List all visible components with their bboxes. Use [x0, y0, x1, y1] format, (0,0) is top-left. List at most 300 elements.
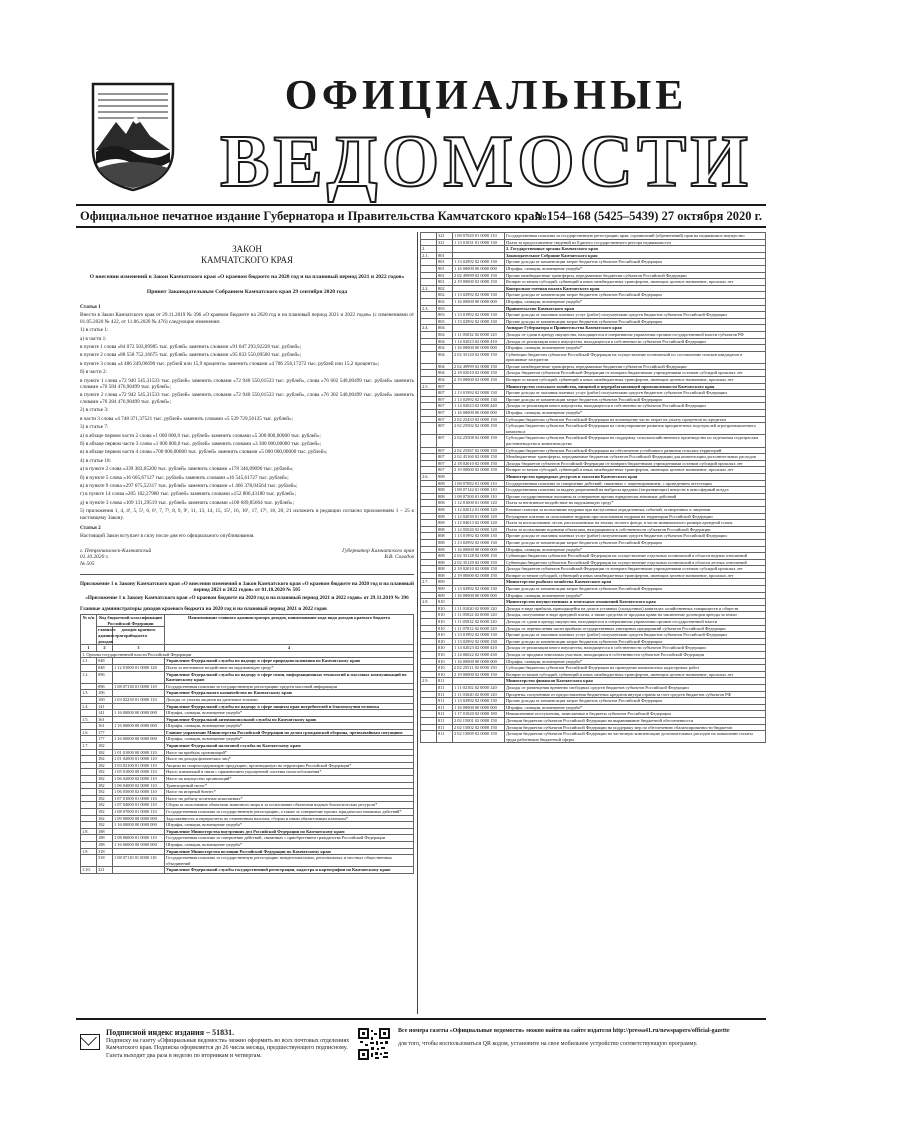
row-name: Управление Федеральной налоговой службы по Камчатскому краю: [165, 743, 414, 750]
table-row: [81, 795, 414, 802]
income-code: [453, 325, 505, 332]
law-date: 01.10.2020 г.: [80, 554, 109, 561]
row-name: Законодательное Собрание Камчатского края: [505, 252, 766, 259]
appendix-table-title: Главные администраторы доходов краевого бюджета на 2020 год и на плановый период 2021 и 2022 годов: [80, 605, 327, 612]
row-number: [81, 710, 97, 717]
row-name: Субсидии бюджетам субъектов Российской Федерации на проведение комплексных кадастровых работ: [505, 665, 766, 672]
table-row: [421, 312, 766, 319]
row-name: Проценты, полученные от предоставления бюджетных кредитов внутри страны за счет средств бюджетов субъектов РФ: [505, 691, 766, 698]
income-code: [453, 246, 505, 253]
income-code: 2 18 02010 02 0000 150: [453, 566, 505, 573]
table-row: [421, 370, 766, 377]
table-row: [81, 828, 414, 835]
table-row: [81, 835, 414, 842]
row-number: 2.7.: [421, 579, 437, 586]
table-row: [421, 246, 766, 253]
income-code: 1 16 00000 00 0000 000: [113, 822, 165, 829]
table-row: [421, 625, 766, 632]
row-number: [421, 520, 437, 527]
row-name: Субсидии бюджетам субъектов Российской Федерации на поддержку сельскохозяйственного производства по отдельным подотраслям растениеводства и животноводства: [505, 435, 766, 447]
income-code: 1 13 01992 02 0000 130: [453, 312, 505, 319]
appendix-line-2: «Приложение 1 к Закону Камчатского края «О краевом бюджете на 2020 год и на плановый период 2021 и 2022 годов» от 29.11.2019 № 396: [85, 595, 409, 602]
table-row: [81, 671, 414, 683]
admin-code: 808: [437, 553, 453, 560]
row-name: Плата за использование лесов, расположенных на землях лесного фонда, в части минимального размера арендной платы: [505, 520, 766, 527]
row-number: [421, 454, 437, 461]
article-1-title: Статья 1: [80, 304, 101, 310]
row-name: Регулярные платежи за пользование недрами при пользовании недрами на территории Российской Федерации: [505, 513, 766, 520]
admin-code: 808: [437, 473, 453, 480]
table-row: [421, 539, 766, 546]
row-name: Возврат остатков субсидий, субвенций и иных межбюджетных трансфертов, имеющих целевое назначение, прошлых лет: [505, 572, 766, 579]
row-number: 1.9.: [81, 848, 97, 855]
law-item: в пункте 2 слова «88 558 752,16675 тыс. рублей» заменить словами «95 833 550,09500 тыс. рублей»;: [80, 352, 302, 359]
row-number: [421, 331, 437, 338]
row-name: Прочие доходы от компенсации затрат бюджетов субъектов Российской Федерации: [505, 292, 766, 299]
row-number: [421, 572, 437, 579]
admin-code: 811: [437, 678, 453, 685]
website-info: [398, 1028, 748, 1049]
law-item: 1) в статье 1:: [80, 327, 109, 334]
income-code: 2 02 25508 02 0000 150: [453, 435, 505, 447]
admin-code: 811: [437, 691, 453, 698]
table-row: [421, 684, 766, 691]
row-number: [421, 671, 437, 678]
section-divider: [80, 574, 414, 575]
table-row: [421, 416, 766, 423]
income-code: 1 13 02992 02 0000 130: [453, 259, 505, 266]
row-number: [81, 756, 97, 763]
admin-code: 808: [437, 500, 453, 507]
row-number: 1.10.: [81, 867, 97, 874]
income-code: [113, 716, 165, 723]
table-row: [421, 526, 766, 533]
admin-code: 321: [437, 233, 453, 240]
row-name: Министерство сельского хозяйства, пищевой и перерабатывающей промышленности Камчатского края: [505, 383, 766, 390]
admin-code: 801: [437, 272, 453, 279]
row-number: [421, 500, 437, 507]
row-number: [421, 338, 437, 345]
admin-code: 807: [437, 423, 453, 435]
table-row: [81, 782, 414, 789]
row-name: Возврат остатков субсидий, субвенций и иных межбюджетных трансфертов, имеющих целевое назначение, прошлых лет: [505, 377, 766, 384]
admin-code: 048: [97, 664, 113, 671]
admin-code: 808: [437, 566, 453, 573]
admin-code: 804: [437, 331, 453, 338]
table-row: [421, 396, 766, 403]
row-name: Дотации бюджетам субъектов Российской Федерации на поддержку мер по обеспечению сбалансированности бюджетов: [505, 724, 766, 731]
admin-code: 801: [437, 252, 453, 259]
admin-code: 141: [97, 710, 113, 717]
row-name: Штрафы, санкции, возмещение ущерба*: [505, 546, 766, 553]
table-row: [421, 711, 766, 718]
table-row: [81, 756, 414, 763]
row-number: [421, 493, 437, 500]
income-code: 2 02 15009 02 0000 150: [453, 731, 505, 743]
row-name: Управление Федеральной службы по надзору в сфере защиты прав потребителей и благополучия человека: [165, 703, 414, 710]
table-row: [421, 493, 766, 500]
table-row: [421, 731, 766, 743]
income-code: 1 13 02992 02 0000 130: [453, 318, 505, 325]
table-row: [81, 776, 414, 783]
table-row: [81, 716, 414, 723]
law-item: в) в пункте 9 слова «297 675,52317 тыс. рублей» заменить словами «1 466 378,04564 тыс. рублей»;: [80, 482, 298, 489]
row-name: Возврат остатков субсидий, субвенций и иных межбюджетных трансфертов, имеющих целевое назначение, прошлых лет: [505, 671, 766, 678]
row-number: [421, 652, 437, 659]
income-code: 2 02 35120 02 0000 150: [453, 351, 505, 363]
table-row: [421, 658, 766, 665]
law-item: 2) в статье 3:: [80, 407, 109, 414]
row-number: [421, 526, 437, 533]
row-name: Доходы от реализации иного имущества, находящегося в собственности субъектов Российской Федерации: [505, 338, 766, 345]
row-number: [421, 447, 437, 454]
table-row: [421, 586, 766, 593]
admin-code: 809: [437, 586, 453, 593]
income-code: 1 11 02102 02 0000 120: [453, 684, 505, 691]
row-number: [81, 815, 97, 822]
row-number: [421, 259, 437, 266]
admin-code: 808: [437, 526, 453, 533]
row-name: Налог на прибыль организаций*: [165, 749, 414, 756]
row-number: [421, 704, 437, 711]
table-row: [421, 717, 766, 724]
row-number: [421, 539, 437, 546]
income-code: [113, 743, 165, 750]
table-row: [421, 592, 766, 599]
row-name: Штрафы, санкции, возмещение ущерба*: [165, 723, 414, 730]
row-number: 1.4.: [81, 703, 97, 710]
row-number: [81, 749, 97, 756]
table-row: [81, 762, 414, 769]
col-no-header: № п/п: [81, 615, 97, 645]
income-code: 1 08 07142 01 0000 110: [453, 487, 505, 494]
row-name: Министерство природных ресурсов и экологии Камчатского края: [505, 473, 766, 480]
law-item: в пункте 3 слова «4 486 249,06690 тыс. рублей или 15,9 процента» заменить словами «4 786 256,17272 тыс. рублей или 15,2 процента»;: [80, 360, 380, 367]
table-row: [421, 671, 766, 678]
admin-code: 048: [97, 658, 113, 665]
col-name-header: Наименование главного администратора доходов, наименование кода вида доходов краевого бюджета: [165, 615, 414, 645]
income-code: [453, 252, 505, 259]
income-code: 1 16 00000 00 0000 000: [453, 410, 505, 417]
income-code: 1 03 02100 01 0000 110: [113, 762, 165, 769]
admin-code: 810: [437, 665, 453, 672]
table-row: [421, 345, 766, 352]
row-name: 2. Государственные органы Камчатского края: [505, 246, 766, 253]
qr-code-icon[interactable]: [358, 1028, 390, 1060]
admin-code: 808: [437, 533, 453, 540]
table-row: [421, 252, 766, 259]
row-number: 1.3.: [81, 690, 97, 697]
law-adopted: Принят Законодательным Собранием Камчатского края 29 сентября 2020 года: [146, 289, 348, 295]
table-row: [421, 704, 766, 711]
table-row: [81, 841, 414, 848]
income-code: 1 01 02000 01 0000 110: [113, 756, 165, 763]
income-code: 1 09 00000 00 0000 000: [113, 815, 165, 822]
admin-code: 802: [437, 292, 453, 299]
admin-code: 809: [437, 592, 453, 599]
admin-code: [437, 246, 453, 253]
row-number: [421, 731, 437, 743]
row-name: Доходы бюджетов субъектов Российской Федерации от возврата бюджетными учреждениями остатков субсидий прошлых лет: [505, 460, 766, 467]
col-code-group-header: Код бюджетной классификации Российской Федерации: [97, 615, 165, 627]
table-row: [421, 605, 766, 612]
row-number: [421, 619, 437, 626]
column-rule: [417, 232, 418, 1014]
subscription-text: Подписку на газету «Официальные ведомости» можно оформить во всех почтовых отделениях Камчатского края. Подписка оформляется до 26 числа месяца, предшествующего подписному.: [106, 1038, 350, 1052]
income-code: 1 16 00000 00 0000 000: [113, 710, 165, 717]
table-row: [81, 848, 414, 855]
income-code: 1 11 05032 02 0000 120: [453, 331, 505, 338]
admin-code: 810: [437, 671, 453, 678]
row-number: [421, 423, 437, 435]
row-name: Управление Федерального казначейства по Камчатскому краю: [165, 690, 414, 697]
income-code: 1 08 07110 01 0000 110: [113, 855, 165, 867]
table-row: [421, 435, 766, 447]
table-row: [81, 769, 414, 776]
income-code: [453, 579, 505, 586]
row-number: [421, 435, 437, 447]
row-number: [421, 553, 437, 560]
row-name: Доходы от продажи земельных участков, находящихся в собственности субъектов Российской Федерации: [505, 652, 766, 659]
table-row: [81, 723, 414, 730]
row-name: Налог на имущество организаций*: [165, 776, 414, 783]
row-number: [421, 377, 437, 384]
row-name: Министерство имущественных и земельных отношений Камчатского края: [505, 599, 766, 606]
admin-code: 811: [437, 724, 453, 731]
row-name: Прочие доходы от компенсации затрат бюджетов субъектов Российской Федерации: [505, 396, 766, 403]
income-code: 1 08 07130 01 0000 110: [113, 683, 165, 690]
row-name: Субсидии бюджетам субъектов Российской Федерации на обеспечение устойчивого развития сельских территорий: [505, 447, 766, 454]
table-row: [421, 403, 766, 410]
row-name: Аппарат Губернатора и Правительства Камчатского края: [505, 325, 766, 332]
admin-code: 803: [437, 312, 453, 319]
row-name: Дотации бюджетам субъектов Российской Федерации на частичную компенсацию дополнительных расходов на повышение оплаты труда работников бюджетной сферы: [505, 731, 766, 743]
income-code: 1 12 02012 01 0000 120: [453, 506, 505, 513]
kamchatka-coat-of-arms-icon: [88, 80, 178, 192]
table-row: [421, 487, 766, 494]
admin-code: 182: [97, 822, 113, 829]
admin-code: 807: [437, 396, 453, 403]
row-name: Штрафы, санкции, возмещение ущерба*: [505, 345, 766, 352]
table-row: [421, 698, 766, 705]
admin-code: 808: [437, 546, 453, 553]
income-code: 1 06 02000 02 0000 110: [113, 776, 165, 783]
row-name: Прочие доходы от компенсации затрат бюджетов субъектов Российской Федерации: [505, 539, 766, 546]
admin-code: 161: [97, 723, 113, 730]
income-code: [113, 848, 165, 855]
table-row: [81, 683, 414, 690]
table-row: [421, 325, 766, 332]
admin-code: 811: [437, 731, 453, 743]
table-row: [421, 239, 766, 246]
row-number: 2.1.: [421, 252, 437, 259]
row-number: [81, 776, 97, 783]
row-number: [421, 717, 437, 724]
law-item: в пункте 1 слова «84 072 503,09985 тыс. рублей» заменить словами «91 047 293,92228 тыс. рублей»;: [80, 344, 302, 351]
law-item: в части 3 слова «4 748 371,37521 тыс. рублей» заменить словами «5 539 729,56125 тыс. рублей»;: [80, 415, 294, 422]
admin-code: 804: [437, 351, 453, 363]
law-item: 5) приложения 1, 4, 4¹, 5, 5¹, 6, 6¹, 7, 7¹, 8, 9, 9¹, 11, 13, 14, 15, 15¹, 16, 16¹, 17, 17¹, 18, 20, 21 изложить в редакции согласно приложениям 1 – 25 к настоящему Закону.: [80, 508, 414, 521]
col-num: 1: [81, 645, 97, 652]
article-2-text: Настоящий Закон вступает в силу после дня его официального опубликования.: [80, 533, 255, 540]
income-code: [453, 473, 505, 480]
law-item: б) в части 2:: [80, 369, 107, 376]
publication-subtitle: Официальное печатное издание Губернатора и Правительства Камчатского края: [80, 209, 542, 223]
table-row: [421, 520, 766, 527]
row-name: Плата за негативное воздействие на окружающую среду*: [505, 500, 766, 507]
table-row: [421, 638, 766, 645]
row-number: [421, 318, 437, 325]
row-name: Прочие государственные пошлины за совершение прочих юридически значимых действий: [505, 493, 766, 500]
admin-code: 804: [437, 363, 453, 370]
row-number: [421, 396, 437, 403]
row-number: 2.4.: [421, 325, 437, 332]
masthead-title-top: ОФИЦИАЛЬНЫЕ: [284, 73, 688, 119]
admin-code: 321: [437, 239, 453, 246]
row-number: [421, 592, 437, 599]
row-number: [81, 809, 97, 816]
row-name: Налог на доходы физических лиц*: [165, 756, 414, 763]
income-code: 2 18 02010 02 0000 150: [453, 370, 505, 377]
col-num: 3: [113, 645, 165, 652]
table-row: [421, 619, 766, 626]
admin-code: 810: [437, 619, 453, 626]
income-code: [453, 383, 505, 390]
row-number: [421, 625, 437, 632]
table-row: [421, 390, 766, 397]
admin-code: 808: [437, 506, 453, 513]
admin-code: 809: [437, 579, 453, 586]
admin-code: 141: [97, 703, 113, 710]
admin-code: 802: [437, 298, 453, 305]
table-row: [421, 553, 766, 560]
law-item: б) в абзаце первом части 3 слова «1 000 000,0 тыс. рублей» заменить словами «3 300 000,00000 тыс. рублей»;: [80, 440, 322, 447]
admin-code: 811: [437, 711, 453, 718]
article-2-title: Статья 2: [80, 524, 101, 531]
table-row: [81, 703, 414, 710]
admin-code: 804: [437, 370, 453, 377]
admin-code: 182: [97, 809, 113, 816]
row-name: Доходы от уплаты акцизов на дизельное топливо: [165, 696, 414, 703]
row-number: [421, 487, 437, 494]
admin-code: 177: [97, 736, 113, 743]
admin-code: 807: [437, 460, 453, 467]
law-number: № 505: [80, 560, 95, 567]
row-number: [421, 533, 437, 540]
row-name: Доходы от реализации иного имущества, находящегося в собственности субъектов Российской Федерации: [505, 645, 766, 652]
table-row: [81, 815, 414, 822]
signer-name: В.В. Солодов: [384, 554, 414, 561]
table-row: [421, 572, 766, 579]
table-row: [421, 292, 766, 299]
left-table-body: [81, 658, 414, 874]
law-item: а) в пункте 2 слова «339 383,65200 тыс. рублей» заменить словами «178 346,89096 тыс. рублей»;: [80, 466, 294, 473]
admin-code: 106: [97, 690, 113, 697]
income-code: 1 16 00000 00 0000 000: [113, 841, 165, 848]
admin-code: 807: [437, 435, 453, 447]
admin-code: 808: [437, 520, 453, 527]
admin-code: 096: [97, 671, 113, 683]
admin-code: 318: [97, 855, 113, 867]
admin-code: 804: [437, 377, 453, 384]
row-number: 2.6.: [421, 473, 437, 480]
row-number: [421, 239, 437, 246]
table-row: [81, 802, 414, 809]
admin-code: 801: [437, 259, 453, 266]
admin-code: 810: [437, 658, 453, 665]
income-code: 1 07 01000 01 0000 110: [113, 795, 165, 802]
admin-code: 811: [437, 717, 453, 724]
income-code: [113, 671, 165, 683]
table-row: [81, 867, 414, 874]
subscription-info: [106, 1028, 376, 1060]
row-number: [81, 795, 97, 802]
row-name: Транспортный налог*: [165, 782, 414, 789]
row-number: [81, 789, 97, 796]
admin-code: 810: [437, 612, 453, 619]
row-number: 1.2.: [81, 671, 97, 683]
row-name: Невыясненные поступления, зачисляемые в бюджеты субъектов Российской Федерации: [505, 711, 766, 718]
article-1-text: Внести в Закон Камчатского края от 29.11.2019 № 396 «О краевом бюджете на 2020 год и на плановый период 2021 и 2022 годов» (с изменениями от 01.05.2020 № 422, от 11.06.2020 № 476) следующие изменения:: [80, 312, 414, 325]
admin-code: 807: [437, 390, 453, 397]
admin-code: 808: [437, 493, 453, 500]
table-row: [421, 513, 766, 520]
row-name: Управление Федеральной антимонопольной службы по Камчатскому краю: [165, 716, 414, 723]
table-row: [421, 500, 766, 507]
law-item: в пункте 1 слова «72 940 545,31533 тыс. рублей» заменить словами «72 940 550,01533 тыс. рублей», слова «76 602 548,00499 тыс. рублей» заменить словами «76 584 476,90499 тыс. рублей»;: [80, 377, 414, 391]
income-code: 2 02 25511 02 0000 150: [453, 665, 505, 672]
row-number: 1.8.: [81, 828, 97, 835]
income-code: [453, 678, 505, 685]
row-number: [421, 272, 437, 279]
admin-code: 808: [437, 559, 453, 566]
section-1-heading: 1. Органы государственной власти Российской Федерации: [81, 651, 414, 658]
admin-code: 182: [97, 756, 113, 763]
row-number: [421, 390, 437, 397]
law-item: а) в абзаце первом части 2 слова «1 000 000,0 тыс. рублей» заменить словами «5 300 000,00000 тыс. рублей»;: [80, 432, 321, 439]
row-name: Сборы за пользование объектами животного мира и за пользование объектами водных биологических ресурсов*: [165, 802, 414, 809]
row-name: Субвенции бюджетам субъектов Российской Федерации на осуществление отдельных полномочий в области водных отношений: [505, 553, 766, 560]
row-name: Субвенции бюджетам субъектов Российской Федерации на осуществление полномочий по составлению списков кандидатов в присяжные заседатели: [505, 351, 766, 363]
income-code: 1 12 04013 02 0000 120: [453, 520, 505, 527]
income-code: 1 12 05020 02 0000 120: [453, 526, 505, 533]
table-row: [81, 729, 414, 736]
row-name: Штрафы, санкции, возмещение ущерба*: [165, 841, 414, 848]
law-items: [80, 327, 414, 521]
table-row: [421, 233, 766, 240]
income-code: 2 19 00000 02 0000 150: [453, 467, 505, 474]
table-row: [421, 279, 766, 286]
admin-code: 804: [437, 325, 453, 332]
row-name: Штрафы, санкции, возмещение ущерба*: [505, 704, 766, 711]
row-name: Возврат остатков субсидий, субвенций и иных межбюджетных трансфертов, имеющих целевое назначение, прошлых лет: [505, 279, 766, 286]
right-table-body: [421, 233, 766, 743]
row-number: 2.: [421, 246, 437, 253]
row-name: Доходы от сдачи в аренду имущества, находящегося в оперативном управлении органов государственной власти: [505, 619, 766, 626]
row-number: [81, 696, 97, 703]
col-admin-header: главного администратора доходов: [98, 627, 131, 644]
table-row: [421, 724, 766, 731]
table-row: [421, 691, 766, 698]
law-item: в) в абзаце первом части 4 слова «700 000,00000 тыс. рублей» заменить словами «5 000 000,00000 тыс. рублей»;: [80, 449, 328, 456]
revenue-admin-table: [80, 614, 414, 874]
row-name: Правительство Камчатского края: [505, 305, 766, 312]
table-row: [421, 377, 766, 384]
row-name: Налог, взимаемый в связи с применением упрощенной системы налогообложения*: [165, 769, 414, 776]
admin-code: 801: [437, 279, 453, 286]
income-code: 2 02 49999 02 0000 150: [453, 272, 505, 279]
income-code: 1 13 01031 01 0000 130: [453, 239, 505, 246]
